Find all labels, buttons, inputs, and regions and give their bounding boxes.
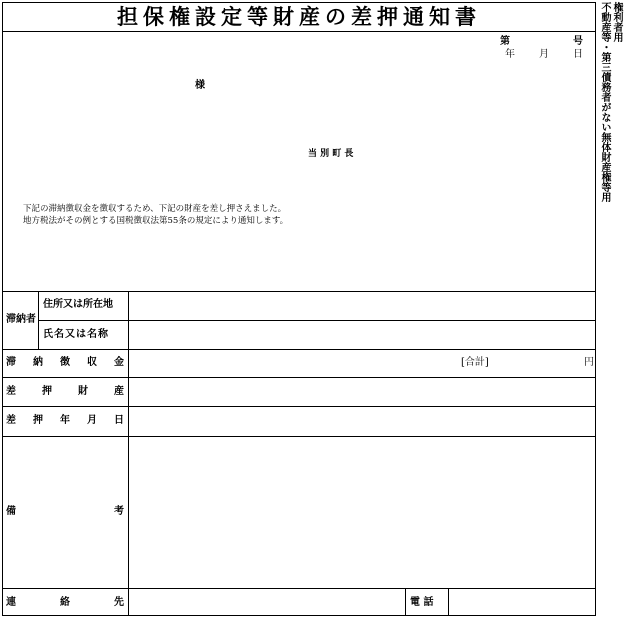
- rule-property-bottom: [3, 406, 595, 407]
- addressee-suffix: 様: [195, 80, 205, 91]
- taxpayer-label: 滞納者: [6, 314, 36, 325]
- rule-remarks-bottom: [3, 588, 595, 589]
- side-note-col2: 不動産等・第三債務者がない無体財産権等用: [599, 2, 610, 202]
- yen-label: 円: [584, 357, 594, 368]
- rule-date-bottom: [3, 436, 595, 437]
- side-note-col1: 権利者用: [611, 2, 622, 42]
- address-label: 住所又は所在地: [43, 299, 113, 310]
- amount-label: 滞 納 徴 収 金: [6, 357, 124, 368]
- remarks-label: 備 考: [6, 506, 124, 517]
- form-title: 担保権設定等財産の差押通知書: [3, 3, 595, 32]
- contact-label: 連 絡 先: [6, 597, 124, 608]
- rule-label-column: [128, 291, 129, 615]
- notice-line-2: 地方税法がその例とする国税徴収法第55条の規定により通知します。: [23, 216, 289, 226]
- month-label: 月: [539, 49, 549, 60]
- rule-phone-right: [448, 588, 449, 615]
- number-label: 第: [500, 36, 510, 47]
- seized-property-label: 差 押 財 産: [6, 386, 124, 397]
- phone-label: 電 話: [410, 597, 434, 608]
- total-label: [合計]: [461, 357, 489, 368]
- notice-line-1: 下記の滞納徴収金を徴収するため、下記の財産を差し押さえました。: [23, 204, 287, 214]
- name-label: 氏名又は名称: [43, 329, 109, 340]
- rule-taxpayer-divider: [38, 291, 39, 349]
- rule-address-name: [38, 320, 595, 321]
- notice-text: [23, 203, 288, 227]
- day-label: 日: [573, 49, 583, 60]
- rule-phone-left: [405, 588, 406, 615]
- rule-taxpayer-bottom: [3, 349, 595, 350]
- rule-amount-bottom: [3, 377, 595, 378]
- year-label: 年: [505, 49, 515, 60]
- issuer-name: 当 別 町 長: [308, 149, 354, 159]
- go-label: 号: [573, 36, 583, 47]
- side-note: [597, 2, 623, 262]
- rule-table-top: [3, 291, 595, 292]
- seizure-date-label: 差 押 年 月 日: [6, 415, 124, 426]
- notice-form: [2, 2, 596, 616]
